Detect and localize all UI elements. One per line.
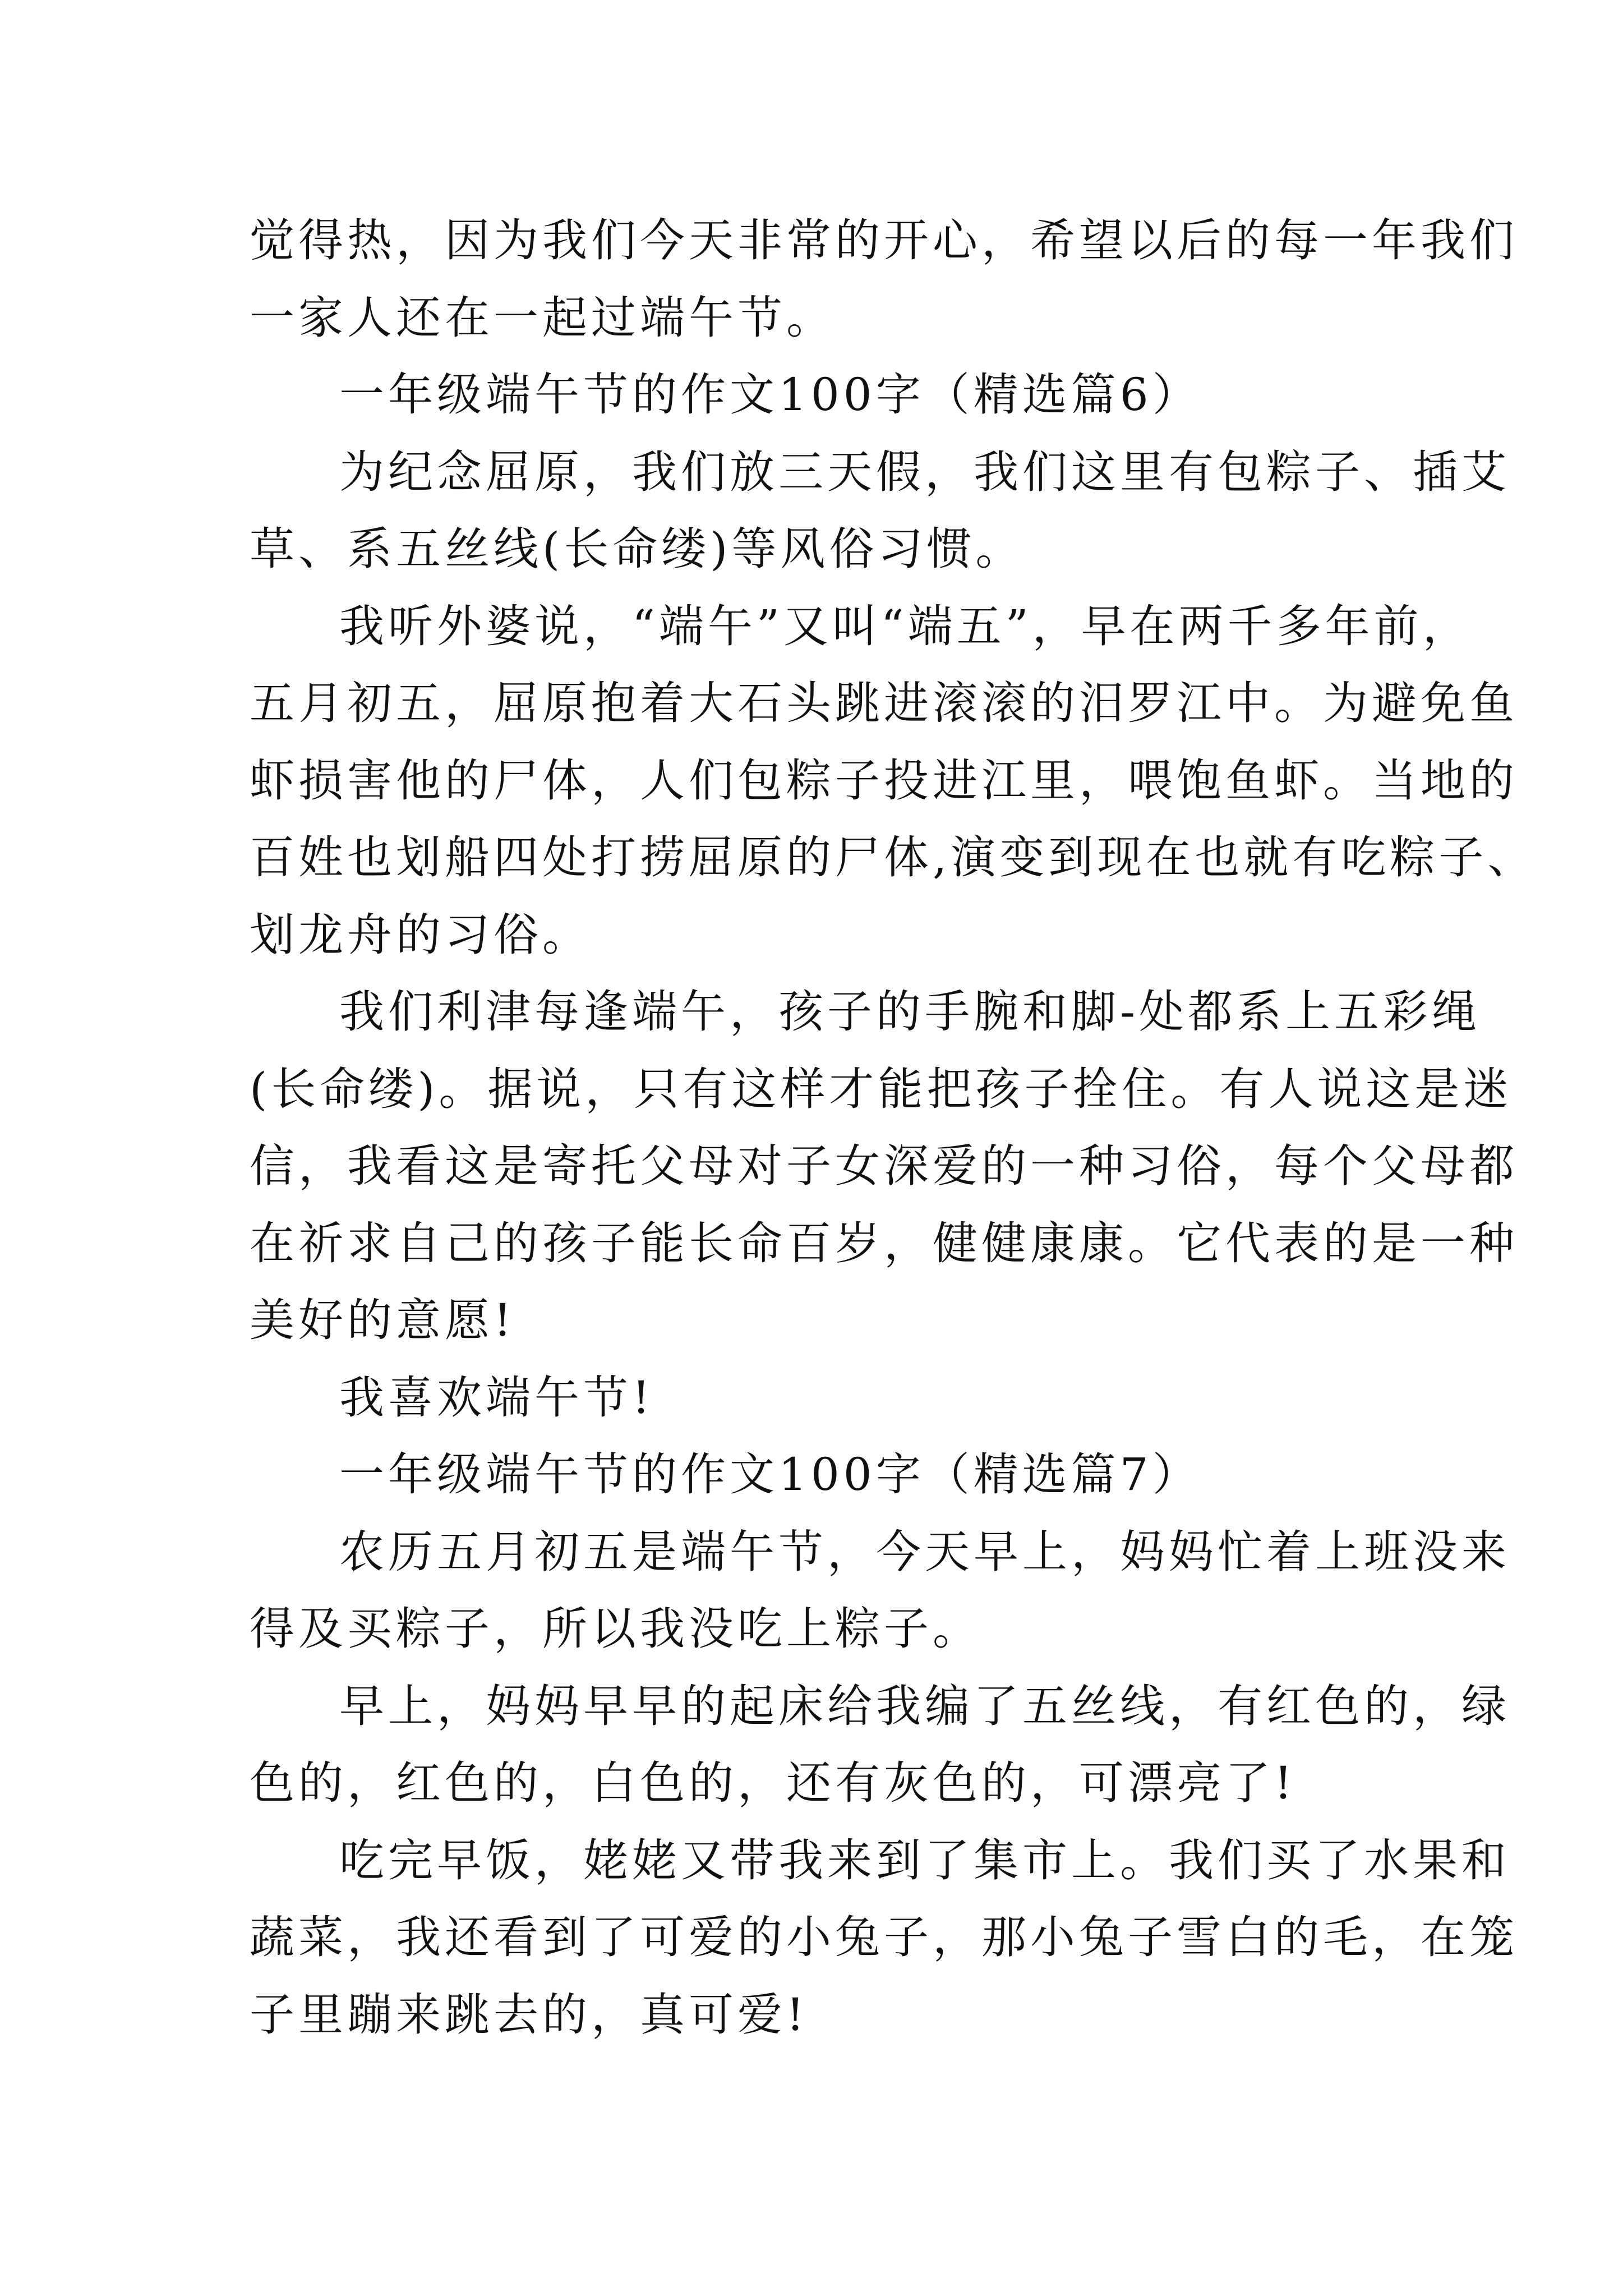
text-line: 百姓也划船四处打捞屈原的尸体,演变到现在也就有吃粽子、 <box>250 831 1537 884</box>
text-line: 虾损害他的尸体，人们包粽子投进江里，喂饱鱼虾。当地的 <box>250 754 1518 807</box>
paragraph <box>250 202 1518 356</box>
text-line: 觉得热，因为我们今天非常的开心，希望以后的每一年我们 <box>250 214 1518 266</box>
paragraph <box>250 973 1518 1359</box>
text-line: 吃完早饭，姥姥又带我来到了集市上。我们买了水果和 <box>339 1834 1510 1887</box>
text-line: 我们利津每逢端午，孩子的手腕和脚-处都系上五彩绳 <box>339 986 1481 1038</box>
text-line: 农历五月初五是端午节，今天早上，妈妈忙着上班没来 <box>339 1525 1510 1578</box>
paragraph <box>250 588 1537 974</box>
paragraph <box>250 1359 1388 1437</box>
heading-text: 一年级端午节的作文100字（精选篇7） <box>339 1448 1201 1501</box>
text-line: 早上，妈妈早早的起床给我编了五丝线，有红色的，绿 <box>339 1680 1510 1732</box>
section-heading <box>250 356 1388 434</box>
document-body <box>250 202 1537 2053</box>
heading-text: 一年级端午节的作文100字（精选篇6） <box>339 369 1201 421</box>
section-heading <box>250 1436 1388 1513</box>
text-line: 美好的意愿! <box>250 1294 516 1346</box>
paragraph <box>250 1668 1510 1822</box>
text-line: 信，我看这是寄托父母对子女深爱的一种习俗，每个父母都 <box>250 1140 1518 1192</box>
paragraph <box>250 1822 1518 2054</box>
text-line: 我听外婆说，“端午”又叫“端五”，早在两千多年前， <box>339 600 1472 652</box>
paragraph <box>250 434 1510 588</box>
text-line: 子里蹦来跳去的，真可爱! <box>250 1988 809 2041</box>
text-line: 为纪念屈原，我们放三天假，我们这里有包粽子、插艾 <box>339 445 1510 498</box>
text-line: 五月初五，屈原抱着大石头跳进滚滚的汨罗江中。为避免鱼 <box>250 677 1518 729</box>
text-line: 划龙舟的习俗。 <box>250 908 591 961</box>
text-line: 我喜欢端午节! <box>339 1371 654 1424</box>
text-line: (长命缕)。据说，只有这样才能把孩子拴住。有人说这是迷 <box>250 1062 1513 1115</box>
text-line: 蔬菜，我还看到了可爱的小兔子，那小兔子雪白的毛，在笼 <box>250 1911 1518 1963</box>
paragraph <box>250 1513 1510 1668</box>
text-line: 得及买粽子，所以我没吃上粽子。 <box>250 1603 981 1655</box>
text-line: 在祈求自己的孩子能长命百岁，健健康康。它代表的是一种 <box>250 1217 1518 1269</box>
text-line: 草、系五丝线(长命缕)等风俗习惯。 <box>250 523 1025 575</box>
text-line: 色的，红色的，白色的，还有灰色的，可漂亮了! <box>250 1757 1297 1809</box>
text-line: 一家人还在一起过端午节。 <box>250 291 835 344</box>
